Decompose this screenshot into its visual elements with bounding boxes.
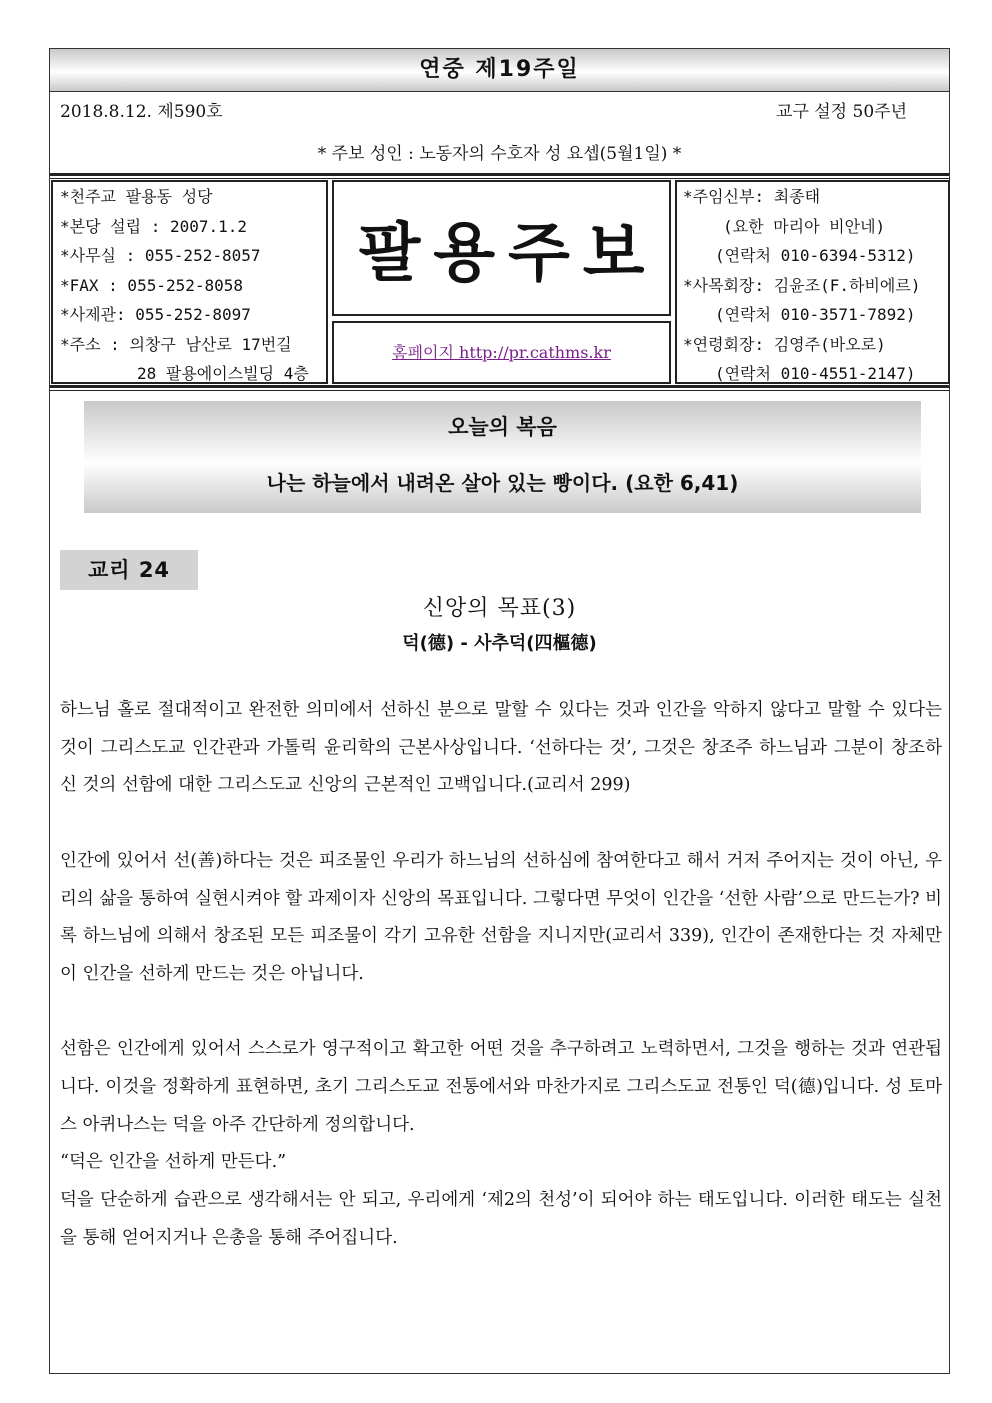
article-paragraph: 인간에 있어서 선(善)하다는 것은 피조물인 우리가 하느님의 선하심에 참여한다고 해서 거저 주어지는 것이 아닌, 우리의 삶을 통하여 실현시켜야 할 과제이자 신앙의 목표입니다. 그렇다면 무엇이 인간을 ‘선한 사람’으로 만드는가? 비록 하느님에 의해서 창조된 모든 피조물이 각기 고유한 선함을 지니지만(교리서 339), 인간이 존재한다는 것 자체만이 인간을 선하게 만드는 것은 아닙니다.: [60, 850, 942, 984]
week-title: 연중 제19주일: [50, 49, 949, 92]
article-body: [60, 692, 942, 1258]
article-paragraph: 덕을 단순하게 습관으로 생각해서는 안 되고, 우리에게 ‘제2의 천성’이 되어야 하는 태도입니다. 이러한 태도는 실천을 통해 얻어지거나 은총을 통해 주어집니다.: [60, 1190, 942, 1248]
homepage-link[interactable]: 홈페이지 http://pr.cathms.kr: [392, 343, 611, 362]
masthead-char: 용: [433, 216, 496, 291]
parish-name: *천주교 팔용동 성당: [60, 187, 213, 206]
fax-number: *FAX : 055-252-8058: [60, 275, 244, 295]
funeral-ministry-head: *연령회장: 김영주(바오로): [683, 334, 886, 354]
date-issue: 2018.8.12. 제590호: [60, 102, 223, 122]
patron-saint-line: * 주보 성인 : 노동자의 수호자 성 요셉(5월1일) *: [317, 144, 682, 164]
pastor-contact: (연락처 010-6394-5312): [715, 246, 916, 265]
anniversary-label: 교구 설정 50주년: [776, 102, 907, 122]
article-paragraph: 선함은 인간에게 있어서 스스로가 영구적이고 확고한 어떤 것을 추구하려고 노력하면서, 그것을 행하는 것과 연관됩니다. 이것을 정확하게 표현하면, 초기 그리스도교 전통에서와 마찬가지로 그리스도교 전통인 덕(德)입니다. 성 토마스 아퀴나스는 덕을 아주 간단하게 정의합니다.: [60, 1039, 942, 1135]
divider: [50, 385, 949, 388]
council-president: *사목회장: 김윤조(F.하비에르): [683, 275, 921, 295]
divider: [50, 173, 949, 176]
divider: [50, 178, 949, 179]
parish-info-box: [51, 180, 328, 384]
gospel-verse: 나는 하늘에서 내려온 살아 있는 빵이다. (요한 6,41): [266, 471, 739, 495]
staff-info-box: [675, 180, 950, 384]
funeral-ministry-contact: (연락처 010-4551-2147): [715, 364, 916, 383]
bulletin-page: [49, 48, 950, 1374]
article-quote: “덕은 인간을 선하게 만든다.”: [60, 1152, 287, 1173]
doctrine-tag: 교리 24: [60, 550, 198, 590]
masthead-char: 팔: [358, 216, 421, 291]
office-phone: *사무실 : 055-252-8057: [60, 246, 261, 265]
address-line-2: 28 팔용에이스빌딩 4층: [137, 364, 309, 383]
todays-gospel-box: [84, 401, 921, 513]
pastor-baptismal-name: (요한 마리아 비안네): [723, 216, 886, 236]
article-title: 신앙의 목표(3): [422, 596, 577, 621]
pastor-name: *주임신부: 최종태: [683, 187, 821, 206]
masthead-box: [332, 180, 671, 316]
gospel-heading: 오늘의 복음: [448, 415, 557, 439]
council-president-contact: (연락처 010-3571-7892): [715, 305, 916, 324]
article-paragraph: 하느님 홀로 절대적이고 완전한 의미에서 선하신 분으로 말할 수 있다는 것과 인간을 악하지 않다고 말할 수 있다는 것이 그리스도교 인간관과 가톨릭 윤리학의 근본사상입니다. ‘선하다는 것’, 그것은 창조주 하느님과 그분이 창조하신 것의 선함에 대한 그리스도교 신앙의 근본적인 고백입니다.(교리서 299): [60, 700, 942, 796]
masthead-char: 보: [582, 216, 645, 291]
article-subtitle: 덕(德) - 사추덕(四樞德): [402, 633, 597, 654]
founding-date: *본당 설립 : 2007.1.2: [60, 216, 248, 236]
address-line-1: *주소 : 의창구 남산로 17번길: [60, 334, 292, 354]
homepage-box: [332, 321, 671, 384]
divider: [50, 390, 949, 391]
rectory-phone: *사제관: 055-252-8097: [60, 305, 251, 324]
masthead-char: 주: [507, 216, 570, 291]
